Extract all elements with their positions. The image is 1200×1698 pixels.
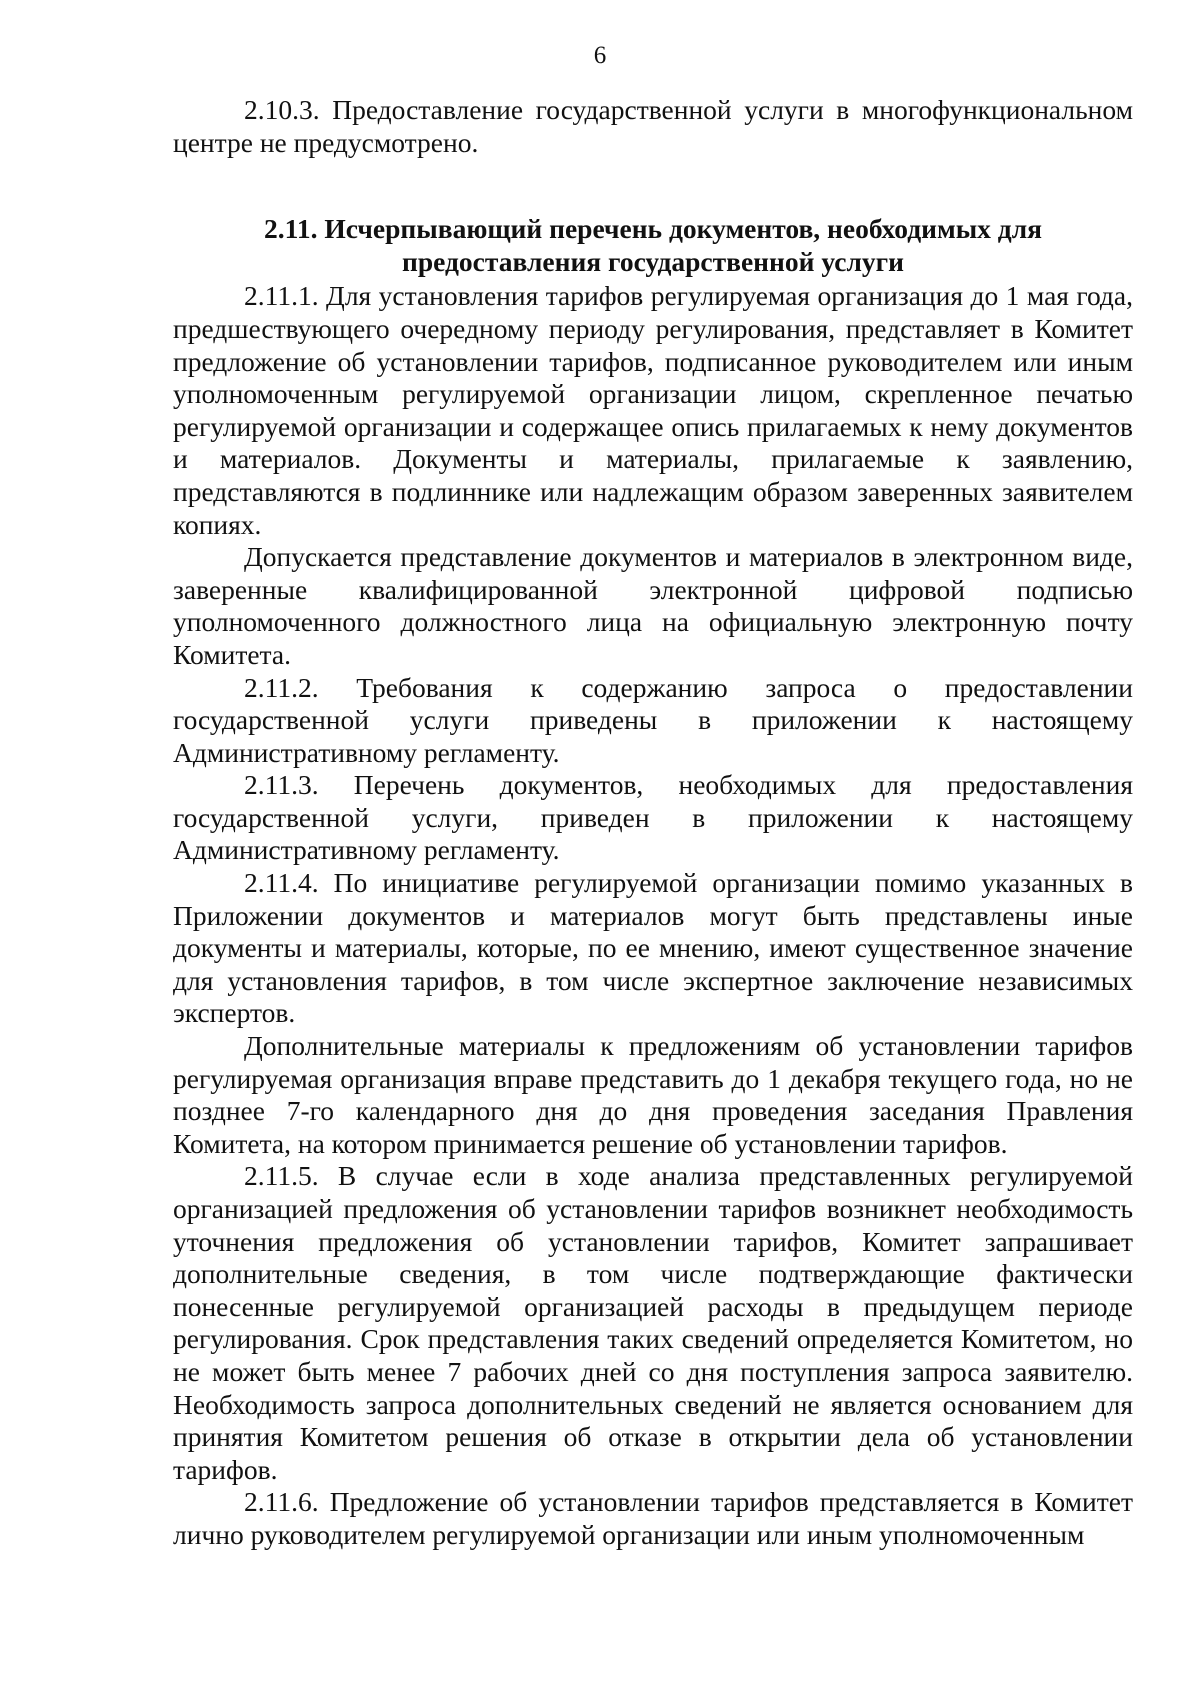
paragraph-additional-materials: Дополнительные материалы к предложениям об установлении тарифов регулируемая организация вправе представить до 1 декабря текущего года, но не позднее 7-го календарного дня до дня проведения заседания Правления Комитета, на котором принимается решение об установлении тарифов. <box>173 1030 1133 1159</box>
paragraph-2-11-4: 2.11.4. По инициативе регулируемой организации помимо указанных в Приложении документов и материалов могут быть представлены иные документы и материалы, которые, по ее мнению, имеют существенное значение для установления тарифов, в том числе экспертное заключение независимых экспертов. <box>173 867 1133 1029</box>
paragraph-2-11-2: 2.11.2. Требования к содержанию запроса о предоставлении государственной услуги приведены в приложении к настоящему Административному регламенту. <box>173 671 1133 768</box>
paragraph-2-11-1: 2.11.1. Для установления тарифов регулируемая организация до 1 мая года, предшествующего очередному периоду регулирования, представляет в Комитет предложение об установлении тарифов, подписанное руководителем или иным уполномоченным регулируемой организации лицом, скрепленное печатью регулируемой организации и содержащее опись прилагаемых к нему документов и материалов. Документы и материалы, прилагаемые к заявлению, представляются в подлиннике или надлежащим образом заверенных заявителем копиях. <box>173 280 1133 540</box>
paragraph-2-11-3: 2.11.3. Перечень документов, необходимых для предоставления государственной услуги, приведен в приложении к настоящему Административному регламенту. <box>173 769 1133 866</box>
paragraph-2-11-5: 2.11.5. В случае если в ходе анализа представленных регулируемой организацией предложения об установлении тарифов возникнет необходимость уточнения предложения об установлении тарифов, Комитет запрашивает дополнительные сведения, в том числе подтверждающие фактически понесенные регулируемой организацией расходы в предыдущем периоде регулирования. Срок представления таких сведений определяется Комитетом, но не может быть менее 7 рабочих дней со дня поступления запроса заявителю. Необходимость запроса дополнительных сведений не является основанием для принятия Комитетом решения об отказе в открытии дела об установлении тарифов. <box>173 1160 1133 1485</box>
section-heading-line-2: предоставления государственной услуги <box>402 245 904 277</box>
paragraph-2-11-6: 2.11.6. Предложение об установлении тарифов представляется в Комитет лично руководителем регулируемой организации или иным уполномоченным <box>173 1486 1133 1550</box>
document-body <box>173 94 1133 1552</box>
paragraph-2-10-3: 2.10.3. Предоставление государственной услуги в многофункциональном центре не предусмотрено. <box>173 94 1133 158</box>
page-number: 6 <box>593 42 607 69</box>
section-heading-line-1: 2.11. Исчерпывающий перечень документов, необходимых для <box>263 213 1043 245</box>
section-heading-2-11 <box>173 213 1133 278</box>
paragraph-electronic-submission: Допускается представление документов и материалов в электронном виде, заверенные квалифицированной электронной цифровой подписью уполномоченного должностного лица на официальную электронную почту Комитета. <box>173 541 1133 670</box>
